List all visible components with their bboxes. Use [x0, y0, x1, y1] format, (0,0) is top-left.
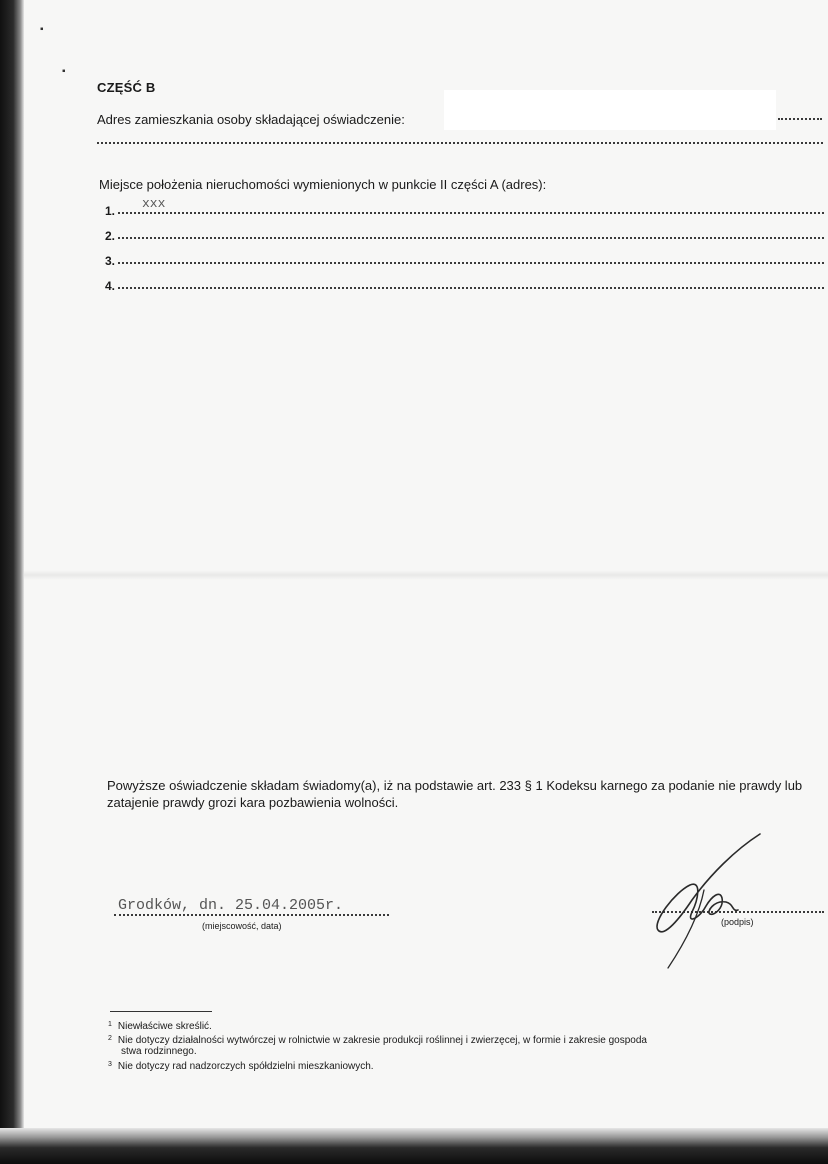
property-label: Miejsce położenia nieruchomości wymienionych w punkcie II części A (adres): [99, 177, 547, 192]
paper-fold [24, 570, 828, 580]
legal-notice: Powyższe oświadczenie składam świadomy(a), iż na podstawie art. 233 § 1 Kodeksu karnego za podanie nie prawdy lub zatajenie prawdy grozi kara pozbawienia wolności. [107, 778, 803, 810]
signature-caption: (podpis) [721, 917, 754, 927]
scan-speck: ▪ [40, 24, 44, 35]
property-row-line [118, 287, 824, 289]
footnote [108, 1033, 647, 1047]
footnote-text: Nie dotyczy działalności wytwórczej w rolnictwie w zakresie produkcji roślinnej i zwierzęcej, w formie i zakresie gospoda [117, 1035, 647, 1046]
property-row-number: 1. [105, 204, 116, 218]
place-date-caption: (miejscowość, data) [202, 921, 282, 931]
scan-edge-bottom [0, 1128, 828, 1164]
scan-edge-left [0, 0, 24, 1164]
redaction-box [444, 90, 776, 130]
place-date-line [114, 914, 389, 916]
footnote-mark: 2 [108, 1035, 112, 1042]
footnote-mark: 1 [108, 1021, 112, 1028]
footnote-text: Niewłaściwe skreślić. [117, 1021, 212, 1032]
property-row-number: 3. [105, 254, 116, 268]
footnote-text: Nie dotyczy rad nadzorczych spółdzielni mieszkaniowych. [117, 1061, 374, 1072]
section-title: CZĘŚĆ B [97, 80, 156, 95]
property-row-line [118, 237, 824, 239]
property-row-line [118, 212, 824, 214]
footnote-separator [110, 1011, 212, 1012]
handwritten-signature [640, 830, 770, 970]
footnote-continuation [108, 1046, 197, 1058]
footnote-text: stwa rodzinnego. [121, 1046, 197, 1057]
place-date-value: Grodków, dn. 25.04.2005r. [118, 897, 344, 914]
footnote [108, 1019, 212, 1033]
address-dotted-line-2 [97, 142, 823, 144]
property-row-value: xxx [142, 196, 166, 211]
property-row-line [118, 262, 824, 264]
property-row-number: 4. [105, 279, 116, 293]
footnote-mark: 3 [108, 1061, 112, 1068]
scan-speck: ▪ [62, 66, 66, 77]
address-dotted-line [778, 118, 822, 120]
footnote [108, 1059, 374, 1073]
address-label: Adres zamieszkania osoby składającej oświadczenie: [97, 112, 405, 127]
property-row-number: 2. [105, 229, 116, 243]
